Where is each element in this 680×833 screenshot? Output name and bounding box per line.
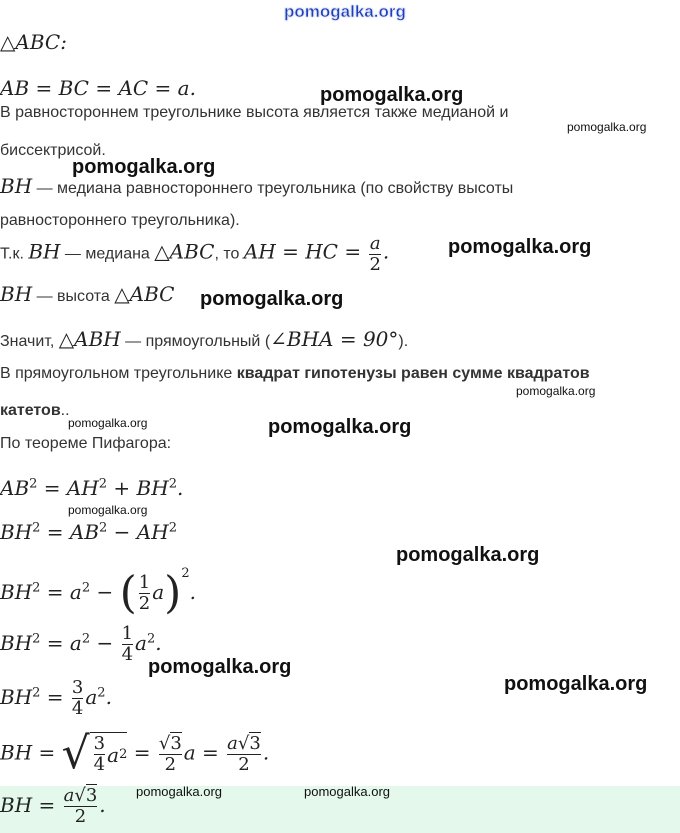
text-equilateral-height: В равностороннем треугольнике высота является также медианой и bbox=[0, 104, 509, 121]
height-statement: BH — высота △ABC bbox=[0, 282, 175, 306]
watermark: pomogalka.org bbox=[200, 288, 344, 310]
right-triangle-statement: Значит, △ABH — прямоугольный (∠BHA = 90°). bbox=[0, 327, 409, 351]
watermark: pomogalka.org bbox=[148, 656, 292, 678]
watermark: pomogalka.org bbox=[504, 673, 648, 695]
median-ah-hc-statement: Т.к. BH — медиана △ABC, то AH = HC = $\frac{a}{2}$ . bbox=[0, 233, 390, 275]
site-watermark-top: pomogalka.org bbox=[284, 2, 406, 21]
fraction-a-over-2: $\frac{a}{2}$ bbox=[369, 233, 381, 275]
answer-bh: BH = $\frac{a√3}{2}$ . bbox=[0, 785, 106, 827]
watermark: pomogalka.org bbox=[68, 416, 148, 430]
watermark: pomogalka.org bbox=[567, 120, 647, 134]
text-by-pythagoras: По теореме Пифагора: bbox=[0, 435, 172, 452]
watermark: pomogalka.org bbox=[136, 784, 222, 799]
median-statement: BH — медиана равностороннего треугольника (по свойству высоты bbox=[0, 174, 514, 198]
equation-ab2: $AB^2 = AH^2 + BH^2$. bbox=[0, 476, 184, 500]
text-equilateral-triangle: равностороннего треугольника). bbox=[0, 212, 240, 229]
equation-bh-sqrt: BH = √ $\frac{3}{4}$ a 2 = $\frac{√3}{2}$ a = $\frac{a√3}{2}$ . bbox=[0, 728, 270, 779]
equation-bh2-half: $BH^2 = a^2$ − ( $\frac{1}{2}$ a)$^2$. bbox=[0, 566, 196, 619]
watermark: pomogalka.org bbox=[396, 544, 540, 566]
pythagoras-rule-end: катетов.. bbox=[0, 402, 70, 419]
watermark: pomogalka.org bbox=[268, 416, 412, 438]
watermark: pomogalka.org bbox=[516, 384, 596, 398]
equation-bh2-diff: $BH^2 = AB^2 - AH^2$ bbox=[0, 520, 177, 544]
triangle-abc-label: △ABC: bbox=[0, 30, 67, 54]
equation-bh2-quarter: $BH^2 = a^2$ − $\frac{1}{4}$ $a^2$. bbox=[0, 623, 162, 665]
watermark: pomogalka.org bbox=[448, 236, 592, 258]
pythagoras-rule: В прямоугольном треугольнике квадрат гипотенузы равен сумме квадратов bbox=[0, 365, 590, 382]
watermark: pomogalka.org bbox=[68, 503, 148, 517]
equation-bh2-threequarter: $BH^2$ = $\frac{3}{4}$ $a^2$. bbox=[0, 677, 112, 719]
equal-sides-formula: AB = BC = AC = a. bbox=[0, 76, 196, 100]
watermark: pomogalka.org bbox=[320, 84, 464, 106]
watermark: pomogalka.org bbox=[72, 156, 216, 178]
text-bisector: биссектрисой. bbox=[0, 142, 106, 159]
watermark: pomogalka.org bbox=[304, 784, 390, 799]
